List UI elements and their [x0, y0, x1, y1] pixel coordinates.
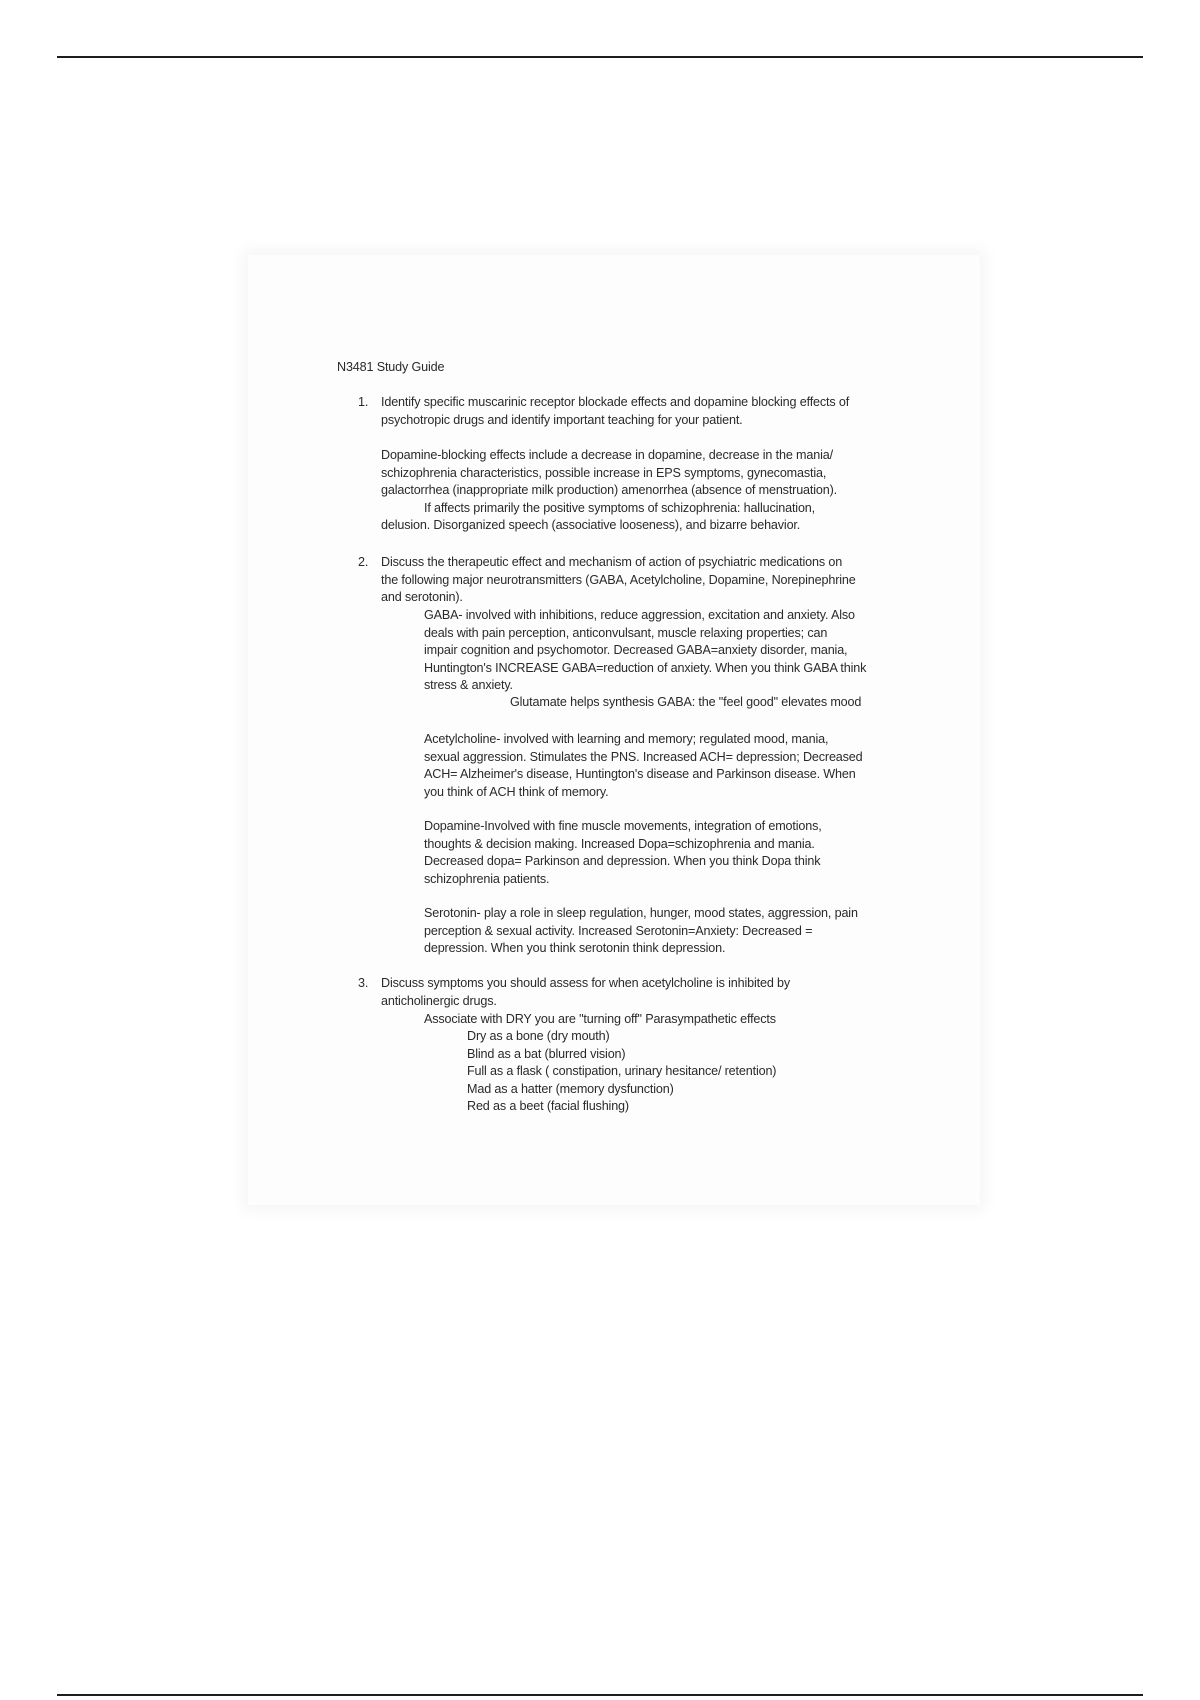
serotonin-line: Serotonin- play a role in sleep regulation, hunger, mood states, aggression, pain	[424, 906, 858, 920]
dopamine-line: Decreased dopa= Parkinson and depression. When you think Dopa think	[424, 854, 821, 869]
gaba-line: GABA- involved with inhibitions, reduce aggression, excitation and anxiety. Also	[424, 608, 855, 622]
gaba-line: impair cognition and psychomotor. Decreased GABA=anxiety disorder, mania,	[424, 643, 848, 658]
question-line: psychotropic drugs and identify important teaching for your patient.	[381, 412, 743, 427]
gaba-line: deals with pain perception, anticonvulsant, muscle relaxing properties; can	[424, 625, 828, 640]
question-line: the following major neurotransmitters (GABA, Acetylcholine, Dopamine, Norepinephrine	[381, 572, 856, 587]
acetylcholine-line: Acetylcholine- involved with learning and memory; regulated mood, mania,	[424, 732, 829, 746]
acetylcholine-line: sexual aggression. Stimulates the PNS. Increased ACH= depression; Decreased	[424, 749, 863, 764]
item-question	[381, 394, 951, 429]
answer-line: galactorrhea (inappropriate milk production) amenorrhea (absence of menstruation).	[381, 483, 838, 498]
anticholinergic-mnemonics	[467, 1028, 947, 1116]
dry-intro	[424, 1011, 944, 1029]
question-line: anticholinergic drugs.	[381, 993, 497, 1008]
dry-intro-line: Associate with DRY you are "turning off" Parasympathetic effects	[424, 1012, 776, 1026]
acetylcholine-line: ACH= Alzheimer's disease, Huntington's disease and Parkinson disease. When	[424, 767, 856, 782]
serotonin-paragraph	[424, 905, 944, 958]
dopamine-line: thoughts & decision making. Increased Dopa=schizophrenia and mania.	[424, 836, 815, 851]
mnemonic-line: Dry as a bone (dry mouth)	[467, 1029, 610, 1043]
mnemonic-line: Full as a flask ( constipation, urinary hesitance/ retention)	[467, 1064, 777, 1079]
item-question	[381, 975, 951, 1010]
answer-line: schizophrenia characteristics, possible increase in EPS symptoms, gynecomastia,	[381, 465, 827, 480]
bottom-rule	[57, 1694, 1143, 1696]
answer-line: Dopamine-blocking effects include a decrease in dopamine, decrease in the mania/	[381, 448, 833, 462]
question-line: Discuss the therapeutic effect and mechanism of action of psychiatric medications on	[381, 555, 843, 569]
gaba-paragraph	[424, 607, 944, 695]
question-line: Discuss symptoms you should assess for when acetylcholine is inhibited by	[381, 976, 791, 990]
answer-line: delusion. Disorganized speech (associative looseness), and bizarre behavior.	[381, 518, 801, 533]
item-question	[381, 554, 951, 607]
serotonin-line: perception & sexual activity. Increased Serotonin=Anxiety: Decreased =	[424, 923, 813, 938]
mnemonic-line: Blind as a bat (blurred vision)	[467, 1046, 626, 1061]
answer-line: If affects primarily the positive symptoms of schizophrenia: hallucination,	[424, 500, 816, 515]
item-number: 3.	[358, 976, 369, 990]
acetylcholine-paragraph	[424, 731, 944, 801]
question-line: Identify specific muscarinic receptor blockade effects and dopamine blocking effects of	[381, 395, 850, 409]
mnemonic-line: Red as a beet (facial flushing)	[467, 1099, 629, 1114]
item-number: 1.	[358, 395, 369, 409]
dopamine-blocking-answer	[381, 447, 941, 535]
gaba-line: stress & anxiety.	[424, 678, 513, 693]
dopamine-paragraph	[424, 818, 944, 888]
document-title: N3481 Study Guide	[337, 360, 445, 374]
acetylcholine-line: you think of ACH think of memory.	[424, 784, 609, 799]
gaba-line: Huntington's INCREASE GABA=reduction of anxiety. When you think GABA think	[424, 660, 867, 675]
item-number: 2.	[358, 555, 369, 569]
glutamate-note	[510, 694, 950, 712]
serotonin-line: depression. When you think serotonin think depression.	[424, 941, 726, 956]
dopamine-line: Dopamine-Involved with fine muscle movements, integration of emotions,	[424, 819, 822, 833]
top-rule	[57, 56, 1143, 58]
mnemonic-line: Mad as a hatter (memory dysfunction)	[467, 1081, 674, 1096]
glutamate-line: Glutamate helps synthesis GABA: the "feel good" elevates mood	[510, 695, 862, 709]
dopamine-line: schizophrenia patients.	[424, 871, 550, 886]
question-line: and serotonin).	[381, 590, 463, 605]
